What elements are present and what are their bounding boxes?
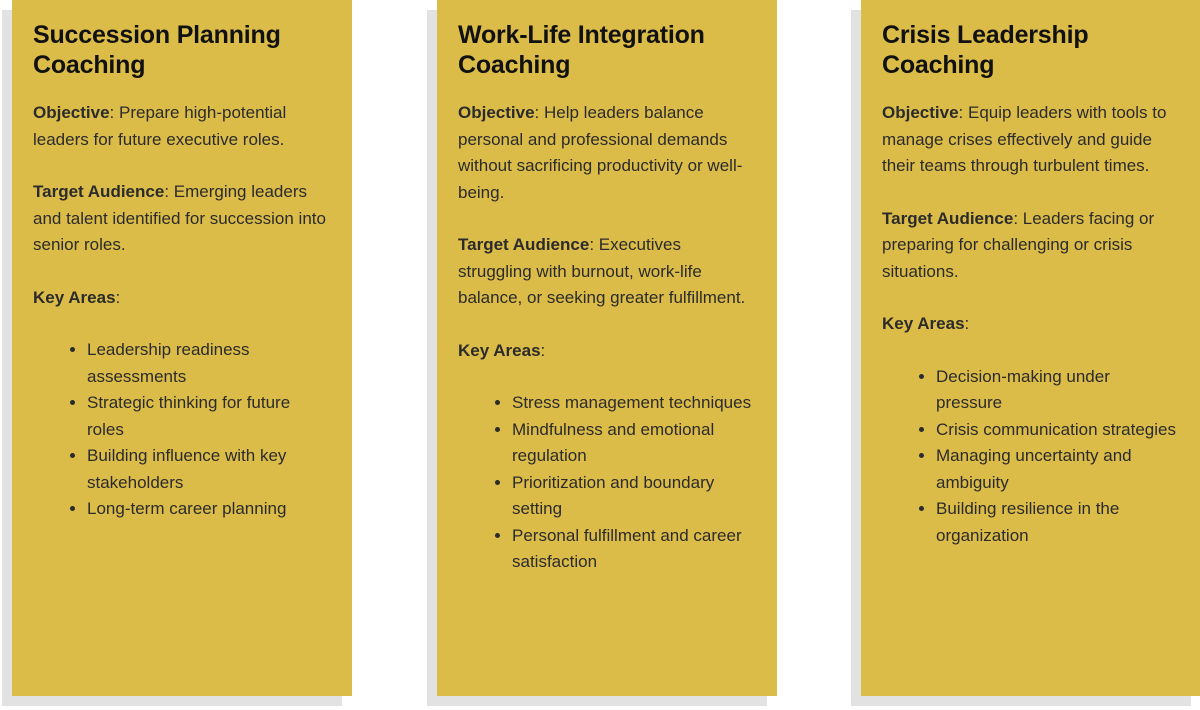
audience-label: Target Audience [882,208,1014,228]
audience-text: : Executives struggling with burnout, work-life balance, or seeking greater fulfillment. [458,235,746,307]
key-areas-heading [33,285,331,312]
objective-text: : Help leaders balance personal and professional demands without sacrificing productivity or well-being. [458,103,743,202]
key-areas-list [458,390,756,576]
objective-text: : Prepare high-potential leaders for future executive roles. [33,103,287,149]
objective-label: Objective [882,103,959,122]
objective-paragraph [458,100,756,206]
objective-paragraph [33,100,331,153]
key-areas-label: Key Areas [458,340,541,360]
list-item: • Building influence with key stakeholders [87,443,331,496]
list-item: • Crisis communication strategies [936,417,1180,444]
card-panel [861,0,1200,696]
key-areas-label: Key Areas [882,314,965,333]
objective-paragraph [882,100,1180,180]
key-areas-colon: : [115,287,121,307]
objective-label: Objective [33,103,110,122]
card-panel [12,0,352,696]
key-areas-label: Key Areas [33,287,116,307]
card-title: Succession Planning Coaching [33,21,281,79]
key-areas-list [33,337,331,523]
audience-label: Target Audience [458,235,590,254]
coaching-card-crisis-leadership [861,0,1200,696]
objective-label: Objective [458,103,535,122]
list-item: • Strategic thinking for future roles [87,390,331,443]
card-panel [437,0,777,696]
key-areas-colon: : [540,340,546,360]
list-item: • Stress management techniques [512,390,756,417]
key-areas-heading [458,338,756,365]
audience-label: Target Audience [33,182,165,201]
audience-paragraph [458,232,756,312]
list-item: • Managing uncertainty and ambiguity [936,443,1180,496]
list-item: • Long-term career planning [87,496,331,523]
audience-paragraph [882,206,1180,286]
coaching-card-succession-planning [12,0,352,696]
audience-text: : Emerging leaders and talent identified for succession into senior roles. [33,182,326,254]
audience-paragraph [33,179,331,259]
list-item: • Building resilience in the organization [936,496,1180,549]
list-item: • Personal fulfillment and career satisfaction [512,523,756,576]
card-title: Crisis Leadership Coaching [882,21,1089,79]
audience-text: : Leaders facing or preparing for challenging or crisis situations. [882,208,1155,281]
list-item: • Leadership readiness assessments [87,337,331,390]
objective-text: : Equip leaders with tools to manage crises effectively and guide their teams through turbulent times. [882,103,1167,175]
key-areas-list [882,364,1180,550]
key-areas-heading [882,311,1180,338]
list-item: • Prioritization and boundary setting [512,470,756,523]
list-item: • Mindfulness and emotional regulation [512,417,756,470]
list-item: • Decision-making under pressure [936,364,1180,417]
coaching-card-work-life-integration [437,0,777,696]
key-areas-colon: : [964,314,970,333]
card-title: Work-Life Integration Coaching [458,21,705,79]
